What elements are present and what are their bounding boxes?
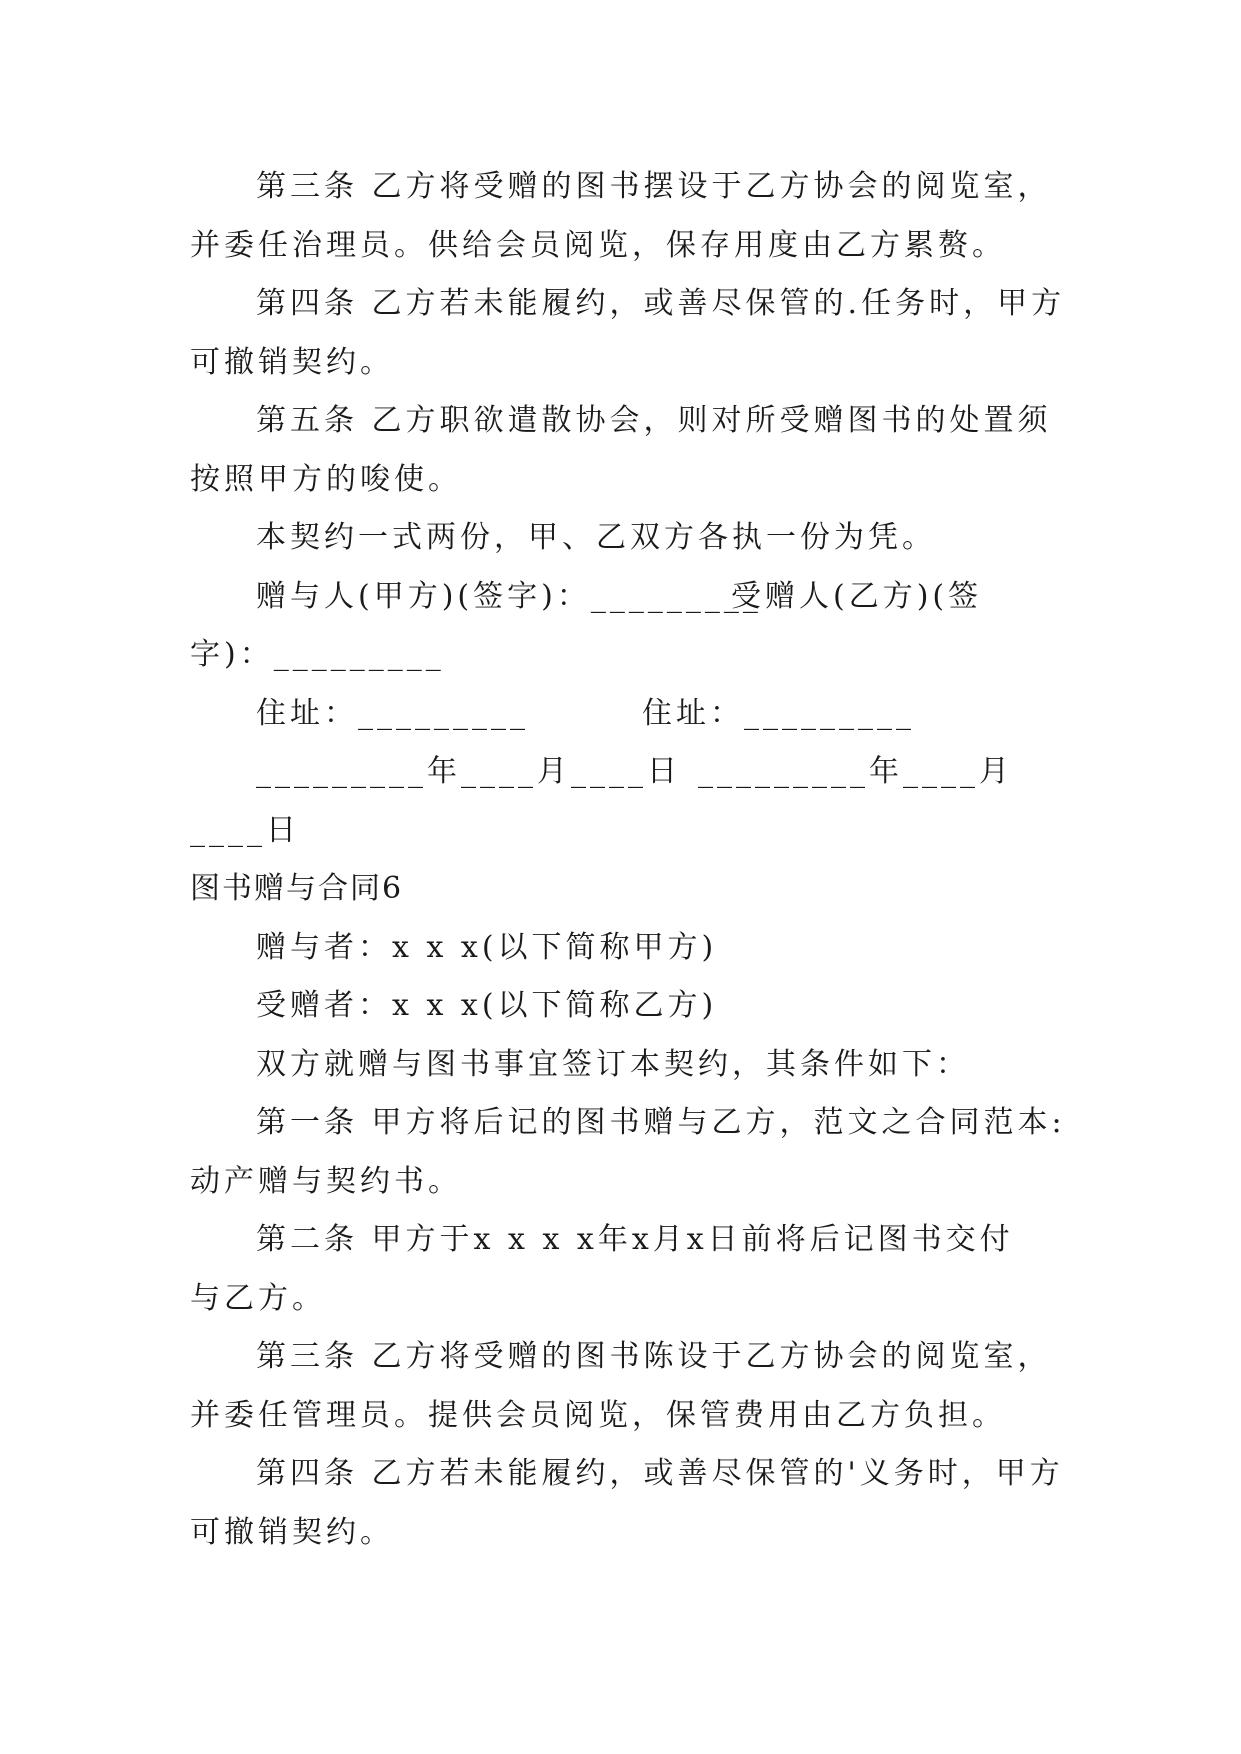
donee-date: _________年____月 bbox=[698, 754, 1013, 789]
paragraph-line: 第一条 甲方将后记的图书赠与乙方，范文之合同范本: bbox=[256, 1105, 1066, 1140]
paragraph-line: 赠与者：x x x(以下简称甲方) bbox=[256, 929, 718, 965]
donor-address-label: 住址：_________ bbox=[256, 695, 529, 731]
paragraph-line: 本契约一式两份，甲、乙双方各执一份为凭。 bbox=[256, 520, 936, 555]
paragraph-line: 可撤销契约。 bbox=[190, 344, 394, 380]
paragraph-line: 与乙方。 bbox=[190, 1280, 326, 1316]
paragraph-line: 可撤销契约。 bbox=[190, 1514, 394, 1550]
paragraph-line: 按照甲方的唆使。 bbox=[190, 461, 462, 497]
paragraph-line: 第五条 乙方职欲遣散协会，则对所受赠图书的处置须 bbox=[256, 403, 1052, 438]
donor-date: _________年____月____日 bbox=[256, 754, 681, 789]
donee-signature-continued: 字)：_________ bbox=[190, 637, 445, 672]
paragraph-line: 双方就赠与图书事宜签订本契约，其条件如下： bbox=[256, 1046, 970, 1082]
paragraph-line: 并委任治理员。供给会员阅览，保存用度由乙方累赘。 bbox=[190, 227, 1006, 263]
paragraph-line: 第二条 甲方于x x x x年x月x日前将后记图书交付 bbox=[256, 1222, 1014, 1257]
donor-signature-label: 赠与人(甲方)(签字)：_________ bbox=[256, 578, 762, 614]
paragraph-line: 动产赠与契约书。 bbox=[190, 1163, 462, 1199]
signature-row bbox=[190, 568, 1056, 627]
paragraph-line: 第三条 乙方将受赠的图书陈设于乙方协会的阅览室， bbox=[256, 1339, 1052, 1374]
address-row bbox=[190, 685, 1056, 744]
paragraph-line: 受赠者：x x x(以下简称乙方) bbox=[256, 988, 718, 1023]
date-row bbox=[190, 743, 1056, 802]
donee-date-continued: ____日 bbox=[190, 812, 300, 848]
paragraph-line: 第四条 乙方若未能履约，或善尽保管的'义务时，甲方 bbox=[256, 1456, 1064, 1491]
paragraph-line: 并委任管理员。提供会员阅览，保管费用由乙方负担。 bbox=[190, 1397, 1006, 1433]
donee-address-label: 住址：_________ bbox=[642, 695, 915, 731]
section-title: 图书赠与合同6 bbox=[190, 871, 404, 906]
paragraph-line: 第四条 乙方若未能履约，或善尽保管的.任务时，甲方 bbox=[256, 286, 1066, 321]
donee-signature-label: 受赠人(乙方)(签 bbox=[731, 578, 983, 614]
document-page bbox=[190, 158, 1066, 1562]
paragraph-line: 第三条 乙方将受赠的图书摆设于乙方协会的阅览室， bbox=[256, 169, 1052, 204]
